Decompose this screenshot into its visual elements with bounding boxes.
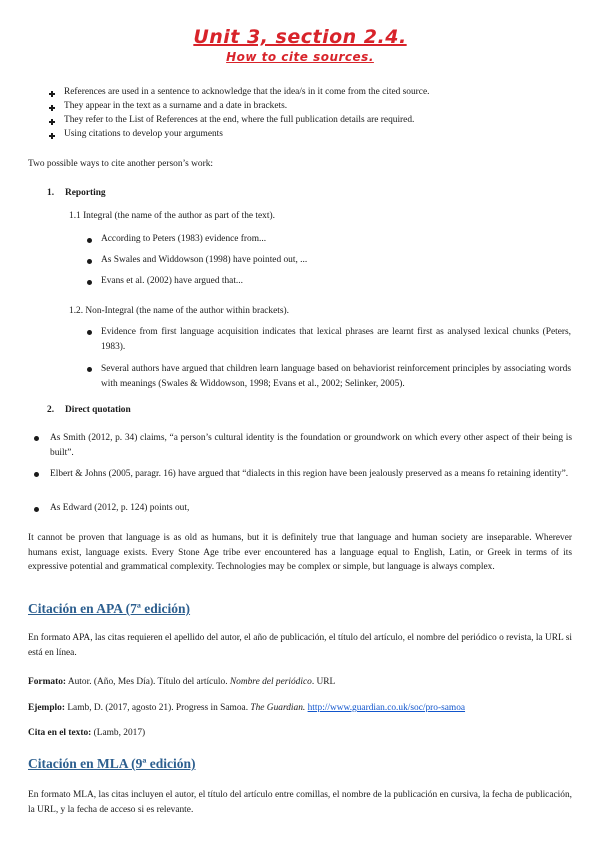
mla-intro: En formato MLA, las citas incluyen el autor, el título del artículo entre comillas, el nombre de la publicación en cursiva, la fecha de publicación, la URL, y la fecha de acceso si es relevante. — [28, 790, 572, 815]
mla-heading: Citación en MLA (9ª edición) — [28, 756, 196, 771]
page-title: Unit 3, section 2.4. — [193, 26, 407, 48]
bullet-dot-icon — [34, 472, 39, 477]
integral-item: As Swales and Widdowson (1998) have pointed out, ... — [101, 255, 308, 265]
section-number: 1. — [47, 188, 55, 198]
bullet-dot-icon — [87, 259, 92, 264]
nonintegral-item: Several authors have argued that children learn language based on behaviorist reinforcement principles by associating words with meanings (Swales & Widdowson, 1998; Evans et al., 2002; Selinker, 2005). — [101, 364, 571, 389]
reporting-label: Reporting — [65, 188, 106, 198]
direct-item: As Smith (2012, p. 34) claims, “a person’s cultural identity is the foundation or groundwork on which every other aspect of their being is built”. — [50, 433, 572, 458]
bullet-dot-icon — [87, 367, 92, 372]
intro-bullet: They appear in the text as a surname and a date in brackets. — [64, 101, 288, 111]
apa-ejemplo — [28, 703, 465, 713]
intro-bullet: References are used in a sentence to acknowledge that the idea/s in it come from the cited source. — [64, 87, 430, 97]
direct-item: Elbert & Johns (2005, paragr. 16) have argued that “dialects in this region have been jealously preserved as a means fo retaining identity”. — [50, 469, 569, 479]
diamond-bullet-icon — [49, 105, 55, 111]
apa-intro: En formato APA, las citas requieren el apellido del autor, el año de publicación, el título del artículo, el nombre del periódico o revista, la URL si está en línea. — [28, 633, 572, 658]
bullet-dot-icon — [87, 280, 92, 285]
integral-item: Evans et al. (2002) have argued that... — [101, 276, 243, 286]
apa-heading: Citación en APA (7ª edición) — [28, 601, 191, 616]
cita-text: (Lamb, 2017) — [91, 728, 146, 738]
apa-cita — [28, 728, 145, 738]
formato-italic: Nombre del periódico — [229, 677, 312, 687]
block-quote: It cannot be proven that language is as old as humans, but it is definitely true that language and human society are inseparable. Wherever humans exist, language exists. Every Stone Age tribe ever encountered has a language equal to English, Latin, or Greek in terms of its expressive potential and grammatical complexity. Technologies may be complex or simple, but language is always complex. — [28, 533, 572, 572]
apa-formato — [28, 677, 335, 687]
direct-label: Direct quotation — [65, 405, 131, 415]
page-subtitle: How to cite sources. — [226, 50, 374, 64]
formato-end: . URL — [311, 677, 336, 687]
intro-bullet: They refer to the List of References at the end, where the full publication details are required. — [64, 115, 415, 125]
two-ways-text: Two possible ways to cite another person’s work: — [28, 159, 213, 169]
integral-heading: 1.1 Integral (the name of the author as part of the text). — [69, 211, 275, 221]
bullet-dot-icon — [34, 436, 39, 441]
bullet-dot-icon — [87, 330, 92, 335]
diamond-bullet-icon — [49, 119, 55, 125]
nonintegral-item: Evidence from first language acquisition indicates that lexical phrases are learnt first as analysed lexical chunks (Peters, 1983). — [101, 327, 571, 352]
ejemplo-italic: The Guardian. — [250, 703, 306, 713]
bullet-dot-icon — [34, 507, 39, 512]
bullet-dot-icon — [87, 238, 92, 243]
formato-text: Autor. (Año, Mes Día). Título del artículo. — [66, 677, 230, 687]
direct-item: As Edward (2012, p. 124) points out, — [50, 503, 190, 513]
diamond-bullet-icon — [49, 133, 55, 139]
ejemplo-text: Lamb, D. (2017, agosto 21). Progress in Samoa. — [64, 703, 251, 713]
ejemplo-label: Ejemplo: — [28, 703, 65, 713]
diamond-bullet-icon — [49, 91, 55, 97]
nonintegral-heading: 1.2. Non-Integral (the name of the author within brackets). — [69, 306, 289, 316]
formato-label: Formato: — [28, 677, 67, 687]
section-number: 2. — [47, 405, 55, 415]
cita-label: Cita en el texto: — [28, 728, 92, 738]
intro-bullet: Using citations to develop your arguments — [64, 129, 223, 139]
integral-item: According to Peters (1983) evidence from... — [101, 234, 267, 244]
guardian-link[interactable]: http://www.guardian.co.uk/soc/pro-samoa — [307, 703, 466, 713]
